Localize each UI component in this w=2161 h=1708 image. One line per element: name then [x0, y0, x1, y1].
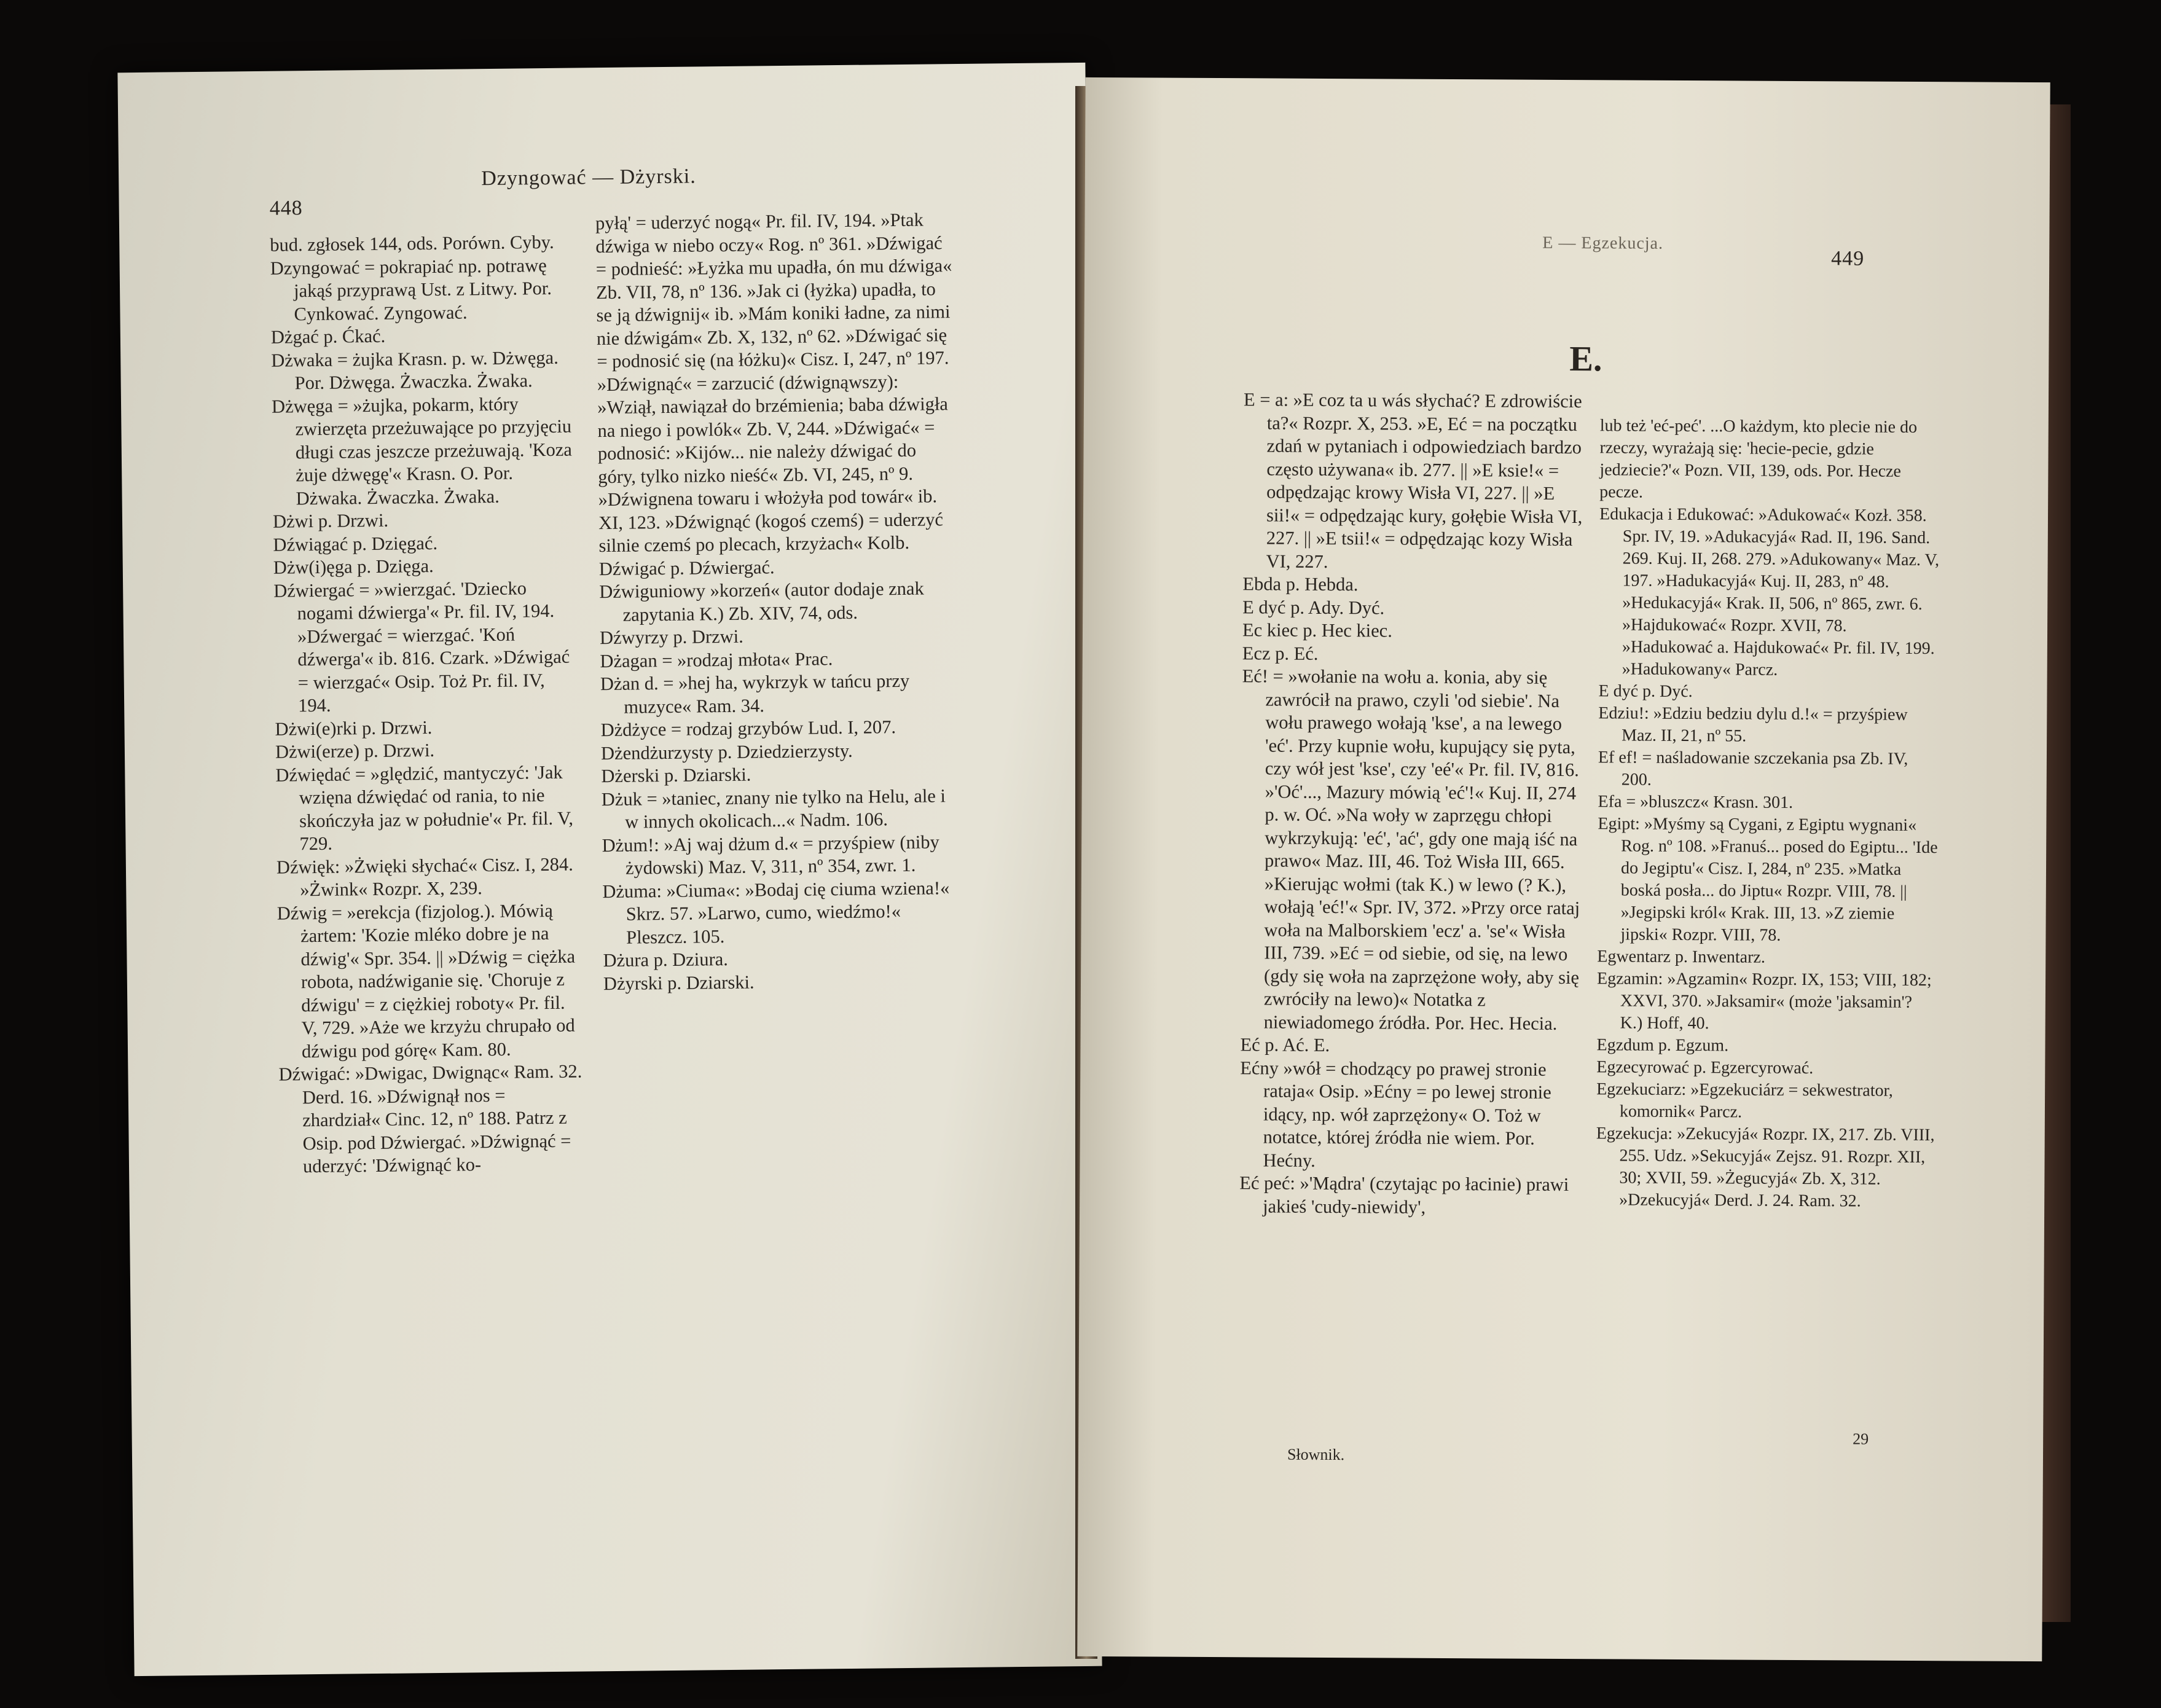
entry: Ecz p. Eć. — [1242, 642, 1319, 664]
entry: bud. zgłosek 144, ods. Porówn. Cyby. — [270, 231, 554, 256]
entry: Eć p. Ać. E. — [1240, 1034, 1330, 1056]
entry: Dżwi(erze) p. Drzwi. — [275, 739, 435, 762]
entry: Dżwi(e)rki p. Drzwi. — [275, 716, 433, 740]
entry: Dźwiergać = »wierzgać. 'Dziecko nogami dźwierga'« Pr. fil. IV, 194. »Dźwergać = wierzgać. 'Koń dźwerga'« ib. 816. Czark. »Dźwigać = wierzgać« Osip. Toż Pr. fil. IV, 194. — [273, 577, 570, 716]
entry: Edukacja i Edukować: »Adukować« Kozł. 358. Spr. IV, 19. »Adukacyjá« Rad. II, 196. Sand. 269. Kuj. II, 268. 279. »Adukowany« Maz. V, 197. »Hadukacyjá« Kuj. II, 283, nº 48. »Hedukacyjá« Krak. II, 506, nº 865, zwr. 6. »Hajdukować« Rozpr. XVII, 78. »Hadukować a. Hajdukować« Pr. fil. IV, 199. »Hadukowany« Parcz. — [1599, 504, 1940, 680]
entry: Dźwiągać p. Dzięgać. — [273, 532, 438, 555]
printer-signature: Słownik. — [1287, 1445, 1345, 1464]
entry: Dżum!: »Aj waj dżum d.« = przyśpiew (niby żydowski) Maz. V, 311, nº 354, zwr. 1. — [602, 831, 939, 879]
entry: Ebda p. Hebda. — [1242, 573, 1359, 595]
entry: Dzyngować = pokrapiać np. potrawę jakąś przyprawą Ust. z Litwy. Por. Cynkować. Zyngować. — [270, 254, 552, 324]
entry: Dżuk = »taniec, znany nie tylko na Helu, ale i w innych okolicach...« Nadm. 106. — [601, 785, 946, 832]
entry: Egwentarz p. Inwentarz. — [1597, 947, 1765, 967]
entry: Egzdum p. Egzum. — [1596, 1035, 1729, 1056]
entry: Egzekucja: »Zekucyjá« Rozpr. IX, 217. Zb. VIII, 255. Udz. »Sekucyjá« Zejsz. 91. Rozpr. XII, 30; XVII, 59. »Żegucyjá« Zb. X, 312. »Dzekucyjá« Derd. J. 24. Ram. 32. — [1596, 1124, 1935, 1211]
entry: Egipt: »Myśmy są Cygani, z Egiptu wygnani« Rog. nº 108. »Franuś... posed do Egiptu... 'Ide do Jegiptu'« Cisz. I, 284, nº 235. »Matka boská posła... do Jiptu« Rozpr. VIII, 78. || »Jegipski król« Krak. III, 13. »Z ziemie jipski« Rozpr. VIII, 78. — [1598, 814, 1938, 945]
entry: Dźwyrzy p. Drzwi. — [599, 625, 743, 649]
entry: Dżuma: »Ciuma«: »Bodaj cię ciuma wziena!« Skrz. 57. »Larwo, cumo, wiedźmo!« Pleszcz. 105. — [602, 877, 950, 948]
left-page — [117, 63, 1102, 1676]
entry: Dżgać p. Ćkać. — [270, 325, 386, 348]
entry: Dżdżyce = rodzaj grzybów Lud. I, 207. — [600, 716, 896, 741]
entry: Dżura p. Dziura. — [603, 948, 728, 971]
entry: Dżw(i)ęga p. Dzięga. — [273, 555, 434, 578]
entry: Dżwaka = żujka Krasn. p. w. Dżwęga. Por. Dżwęga. Żwaczka. Żwaka. — [271, 347, 559, 394]
entry: Dżagan = »rodzaj młota« Prac. — [600, 648, 833, 672]
entry: Dźwiędać = »ględzić, mantyczyć: 'Jak wzięna dźwiędać od rania, to nie skończyła jaz w południe'« Pr. fil. V, 729. — [275, 761, 574, 855]
entry: Ec kiec p. Hec kiec. — [1242, 619, 1392, 641]
entry: Egzecyrować p. Egzercyrować. — [1596, 1057, 1814, 1078]
entry: Dźwigać: »Dwigac, Dwignąc« Ram. 32. Derd. 16. »Dźwignął nos = zhardział« Cinc. 12, nº 188. Patrz z Osip. pod Dźwiergać. »Dźwignąć = uderzyć: 'Dźwignąć ko- — [278, 1060, 582, 1177]
entry: Dżan d. = »hej ha, wykrzyk w tańcu przy muzyce« Ram. 34. — [600, 670, 910, 718]
entry: Egzekuciarz: »Egzekuciárz = sekwestrator, komornik« Parcz. — [1596, 1079, 1893, 1122]
entry: E = a: »E coz ta u wás słychać? E zdrowiście ta?« Rozpr. X, 253. »E, Eć = na początku zdań w pytaniach i odpowiedziach bardzo często używana« ib. 277. || »E ksie!« = odpędzając krowy Wisła VI, 227. || »E sii!« = odpędzając kury, gołębie Wisła VI, 227. || »E tsii!« = odpędzając kozy Wisła VI, 227. — [1243, 389, 1583, 572]
sheet-number: 29 — [1853, 1430, 1869, 1448]
left-column-2 — [595, 208, 960, 995]
right-column-1 — [1239, 388, 1588, 1220]
entry: Efa = »bluszcz« Krasn. 301. — [1598, 792, 1794, 812]
entry: Dżendżurzysty p. Dziedzierzysty. — [600, 740, 853, 764]
left-page-number: 448 — [269, 197, 303, 220]
entry: Dżwęga = »żujka, pokarm, który zwierzęta przeżuwające po przyjęciu długi czas jeszcze przeżuwają. 'Koza żuje dżwęgę'« Krasn. O. Por. Dżwaka. Żwaczka. Żwaka. — [271, 393, 573, 509]
entry: Eć! = »wołanie na wołu a. konia, aby się zawrócił na prawo, czyli 'od siebie'. Na wołu prawego wołają 'kse', a na lewego 'eć'. Przy kupnie wołu, kupujący się pyta, czy wół jest 'kse', czy 'eé'« Pr. fil. IV, 816. »'Oć'..., Mazury mówią 'eć'!« Kuj. II, 274 p. w. Oć. »Na woły w zaprzęgu chłopi wykrzykują: 'eć', 'ać', gdy one mają iść na prawo« Maz. III, 46. Toż Wisła III, 665. »Kierując wołmi (tak K.) w lewo (? K.), wołają 'eć!'« Spr. IV, 372. »Przy orce rataj woła na Malborskiem 'ecz' a. 'se'« Wisła III, 739. »Eć = od siebie, od się, na lewo (gdy się woła na zaprzężone woły, aby się zwróciły na lewo)« Notatka z niewiadomego źródła. Por. Hec. Hecia. — [1242, 665, 1580, 1034]
entry: Dźwiguniowy »korzeń« (autor dodaje znak zapytania K.) Zb. XIV, 74, ods. — [599, 578, 924, 625]
entry: Edziu!: »Edziu bedziu dylu d.!« = przyśpiew Maz. II, 21, nº 55. — [1598, 703, 1908, 746]
entry: Ef ef! = naśladowanie szczekania psa Zb. IV, 200. — [1598, 748, 1908, 789]
entry: Dżyrski p. Dziarski. — [603, 971, 755, 994]
entry: E dyć p. Dyć. — [1598, 681, 1693, 702]
entry: Egzamin: »Agzamin« Rozpr. IX, 153; VIII, 182; XXVI, 370. »Jaksamir« (może 'jaksamin'? K.) Hoff, 40. — [1596, 969, 1932, 1033]
right-column-2 — [1596, 415, 1941, 1213]
entry: Dźwigać p. Dźwiergać. — [598, 556, 775, 579]
entry: Dżwi p. Drzwi. — [272, 509, 389, 532]
left-column-1 — [270, 231, 584, 1179]
right-page — [1077, 77, 2050, 1661]
entry: Dżerski p. Dziarski. — [601, 764, 751, 787]
entry: Dźwig = »erekcja (fizjolog.). Mówią żartem: 'Kozie mléko dobre je na dźwig'« Spr. 354. || »Dźwig = ciężka robota, nadźwiganie się. 'Choruje z dźwigu' = z ciężkiej roboty« Pr. fil. V, 729. »Aże we krzyżu chrupało od dźwigu pod górę« Kam. 80. — [276, 899, 576, 1062]
entry: Dźwięk: »Żwięki słychać« Cisz. I, 284. »Żwink« Rozpr. X, 239. — [276, 853, 573, 901]
entry: lub też 'eć-peć'. ...O każdym, kto plecie nie do rzeczy, wyrażają się: 'hecie-pecie, gdzie jedziecie?'« Pozn. VII, 139, ods. Por. Hecze pecze. — [1599, 416, 1918, 502]
right-running-head: E — Egzekucja. — [1542, 233, 1664, 253]
entry: pyłą' = uderzyć nogą« Pr. fil. IV, 194. »Ptak dźwiga w niebo oczy« Rog. nº 361. »Dźwigać = podnieść: »Łyżka mu upadła, ón mu dźwiga« Zb. VII, 78, nº 136. »Jak ci (łyżka) upadła, to se ją dźwignij« ib. »Mám koniki ładne, za nimi nie dźwigám« Zb. X, 132, nº 62. »Dźwigać się = podnosić się (na łóżku)« Cisz. I, 247, nº 197. »Dźwignąć« = zarzucić (dźwignąwszy): »Wziął, nawiązał do brzémienia; baba dźwigła na niego i powlók« Zb. V, 244. »Dźwigać« = podnosić: »Kijów... nie należy dźwigać do góry, tylko nizko nieść« Zb. VI, 245, nº 9. »Dźwignena towaru i włożyła pod towár« ib. XI, 123. »Dźwignąć (kogoś czemś) = uderzyć silnie czemś po plecach, krzyżach« Kolb. — [595, 209, 952, 557]
entry: E dyć p. Ady. Dyć. — [1242, 596, 1385, 618]
right-page-number: 449 — [1831, 247, 1865, 270]
section-letter: E. — [1569, 339, 1602, 379]
entry: Eć peć: »'Mądra' (czytając po łacinie) prawi jakieś 'cudy-niewidy', — [1239, 1172, 1569, 1218]
entry: Ećny »wół = chodzący po prawej stronie rataja« Osip. »Ećny = po lewej stronie idący, np. wół zaprzężony« O. Toż w notatce, której źródła nie wiem. Por. Hećny. — [1240, 1057, 1551, 1171]
left-running-head: Dzyngować — Dżyrski. — [481, 165, 696, 190]
